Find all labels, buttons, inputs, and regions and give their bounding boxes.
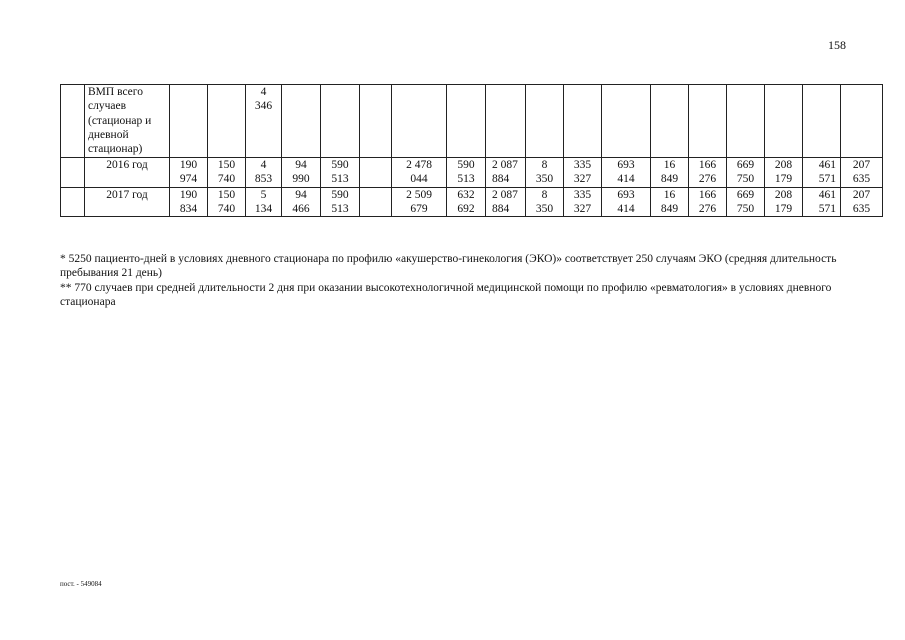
row-label-line: ВМП всего (88, 86, 143, 98)
table-cell (602, 85, 651, 158)
footnotes (60, 252, 860, 310)
cell-line: 571 (818, 202, 836, 215)
table-cell (765, 158, 803, 188)
table-cell (282, 85, 321, 158)
cell-line: 849 (660, 202, 679, 215)
table-cell (170, 187, 208, 217)
row-year-label: 2016 год (85, 158, 170, 188)
row-year-label: 2017 год (85, 187, 170, 217)
row-label-line: случаев (88, 100, 127, 113)
cell-line: 134 (254, 202, 273, 215)
cell-line: 350 (535, 202, 554, 215)
table-cell (727, 158, 765, 188)
cell-line: 190 (179, 188, 198, 201)
cell-line: 590 (457, 159, 475, 171)
table-cell (447, 158, 486, 188)
cell-line: 834 (179, 202, 198, 215)
page-number: 158 (828, 38, 846, 52)
cell-line: 414 (617, 202, 635, 215)
table-row (61, 158, 883, 188)
cell-line: 4 (260, 86, 267, 98)
table-cell (61, 158, 85, 188)
cell-line: 513 (457, 173, 475, 186)
cell-line: 335 (573, 188, 592, 201)
cell-line: 335 (573, 159, 592, 171)
table-cell (651, 85, 689, 158)
cell-line: 8 (541, 159, 548, 171)
cell-line: 974 (179, 173, 198, 186)
cell-line: 179 (774, 202, 793, 215)
table-cell (689, 85, 727, 158)
table-cell (727, 187, 765, 217)
cell-line: 94 (295, 188, 307, 201)
table-cell (803, 85, 841, 158)
cell-line: 2 087 (492, 188, 518, 201)
table-cell (321, 187, 360, 217)
cell-line: 679 (410, 202, 428, 215)
table-cell (765, 85, 803, 158)
table-cell (651, 187, 689, 217)
table-header-row (61, 85, 883, 158)
table-cell (689, 187, 727, 217)
cell-line: 350 (535, 173, 554, 186)
cell-line: 750 (736, 173, 755, 186)
cell-line: 044 (410, 173, 428, 186)
table-cell (282, 187, 321, 217)
table-cell (564, 187, 602, 217)
table-cell (170, 158, 208, 188)
table-cell (526, 158, 564, 188)
table-cell (486, 158, 526, 188)
cell-line: 590 (331, 159, 349, 171)
table-cell (246, 187, 282, 217)
cell-line: 990 (292, 173, 310, 186)
cell-line: 16 (663, 188, 676, 201)
table-cell (208, 85, 246, 158)
cell-line: 2 509 (406, 188, 432, 201)
cell-line: 276 (698, 202, 717, 215)
table-cell (727, 85, 765, 158)
table-cell (282, 158, 321, 188)
cell-line: 207 (852, 188, 871, 201)
cell-line: 207 (852, 159, 871, 171)
cell-line: 693 (617, 159, 635, 171)
cell-line: 740 (217, 173, 236, 186)
cell-line: 466 (292, 202, 310, 215)
row-label-line: (стационар и (88, 114, 152, 127)
table-cell (360, 158, 392, 188)
table-cell (447, 85, 486, 158)
table-cell (392, 158, 447, 188)
table-cell (246, 158, 282, 188)
cell-line: 693 (617, 188, 635, 201)
cell-line: 461 (818, 188, 836, 201)
table-row (61, 187, 883, 217)
cell-line: 692 (457, 202, 475, 215)
table-cell (564, 158, 602, 188)
table-cell (602, 158, 651, 188)
cell-line: 632 (457, 188, 475, 201)
table-cell (360, 85, 392, 158)
cell-line: 94 (295, 159, 307, 171)
cell-line: 461 (818, 159, 836, 171)
row-label-line: дневной (88, 128, 129, 141)
table-cell (486, 85, 526, 158)
cell-line: 669 (736, 159, 755, 171)
cell-line: 208 (774, 159, 793, 171)
cell-line: 179 (774, 173, 793, 186)
table-cell (803, 187, 841, 217)
table-cell (360, 187, 392, 217)
cell-line: 513 (331, 173, 349, 186)
cell-line: 276 (698, 173, 717, 186)
cell-line: 635 (852, 173, 871, 186)
footer-code: пост. - 549084 (60, 580, 102, 588)
cell-line: 166 (698, 159, 717, 171)
cell-line: 513 (331, 202, 349, 215)
cell-line: 150 (217, 159, 236, 171)
table-cell (841, 187, 883, 217)
table-cell (170, 85, 208, 158)
footnote-rheumatology: ** 770 случаев при средней длительности 2 дня при оказании высокотехнологичной медицинской помощи по профилю «ревматология» в условиях дневного стационара (60, 281, 832, 309)
cell-line: 327 (573, 173, 592, 186)
cell-line: 884 (492, 173, 510, 186)
cell-line: 4 (260, 159, 267, 171)
table-cell (61, 187, 85, 217)
cell-line: 884 (492, 202, 510, 215)
table-cell (765, 187, 803, 217)
cell-line: 669 (736, 188, 755, 201)
table-cell (689, 158, 727, 188)
cell-line: 590 (331, 188, 349, 201)
table-cell (651, 158, 689, 188)
table-cell (841, 158, 883, 188)
table-cell (392, 85, 447, 158)
cell-line: 8 (541, 188, 548, 201)
cell-line: 166 (698, 188, 717, 201)
table-cell (526, 187, 564, 217)
table-cell (841, 85, 883, 158)
table-cell (246, 85, 282, 158)
table-cell (208, 158, 246, 188)
cell-line: 5 (260, 188, 267, 201)
table-cell (321, 158, 360, 188)
table-cell (526, 85, 564, 158)
cell-line: 849 (660, 173, 679, 186)
data-table (60, 84, 883, 217)
table-cell (61, 85, 85, 158)
cell-line: 16 (663, 159, 676, 171)
table-cell (392, 187, 447, 217)
table-cell (447, 187, 486, 217)
table-cell (803, 158, 841, 188)
cell-line: 208 (774, 188, 793, 201)
cell-line: 740 (217, 202, 236, 215)
table-cell (602, 187, 651, 217)
cell-line: 2 087 (492, 159, 518, 171)
cell-line: 190 (179, 159, 198, 171)
table-cell (486, 187, 526, 217)
cell-line: 853 (254, 173, 273, 186)
row-label-line: стационар) (88, 143, 143, 156)
cell-line: 571 (818, 173, 836, 186)
cell-line: 2 478 (406, 159, 432, 171)
cell-line: 150 (217, 188, 236, 201)
table-cell (208, 187, 246, 217)
row-label-vmp (85, 85, 170, 158)
table-cell (564, 85, 602, 158)
cell-line: 635 (852, 202, 871, 215)
table-cell (321, 85, 360, 158)
cell-line: 414 (617, 173, 635, 186)
cell-line: 750 (736, 202, 755, 215)
cell-line: 346 (254, 100, 273, 113)
footnote-eco: * 5250 пациенто-дней в условиях дневного стационара по профилю «акушерство-гинекология (ЭКО)» соответствует 250 случаям ЭКО (средняя длительность пребывания 21 день) (60, 253, 837, 280)
cell-line: 327 (573, 202, 592, 215)
